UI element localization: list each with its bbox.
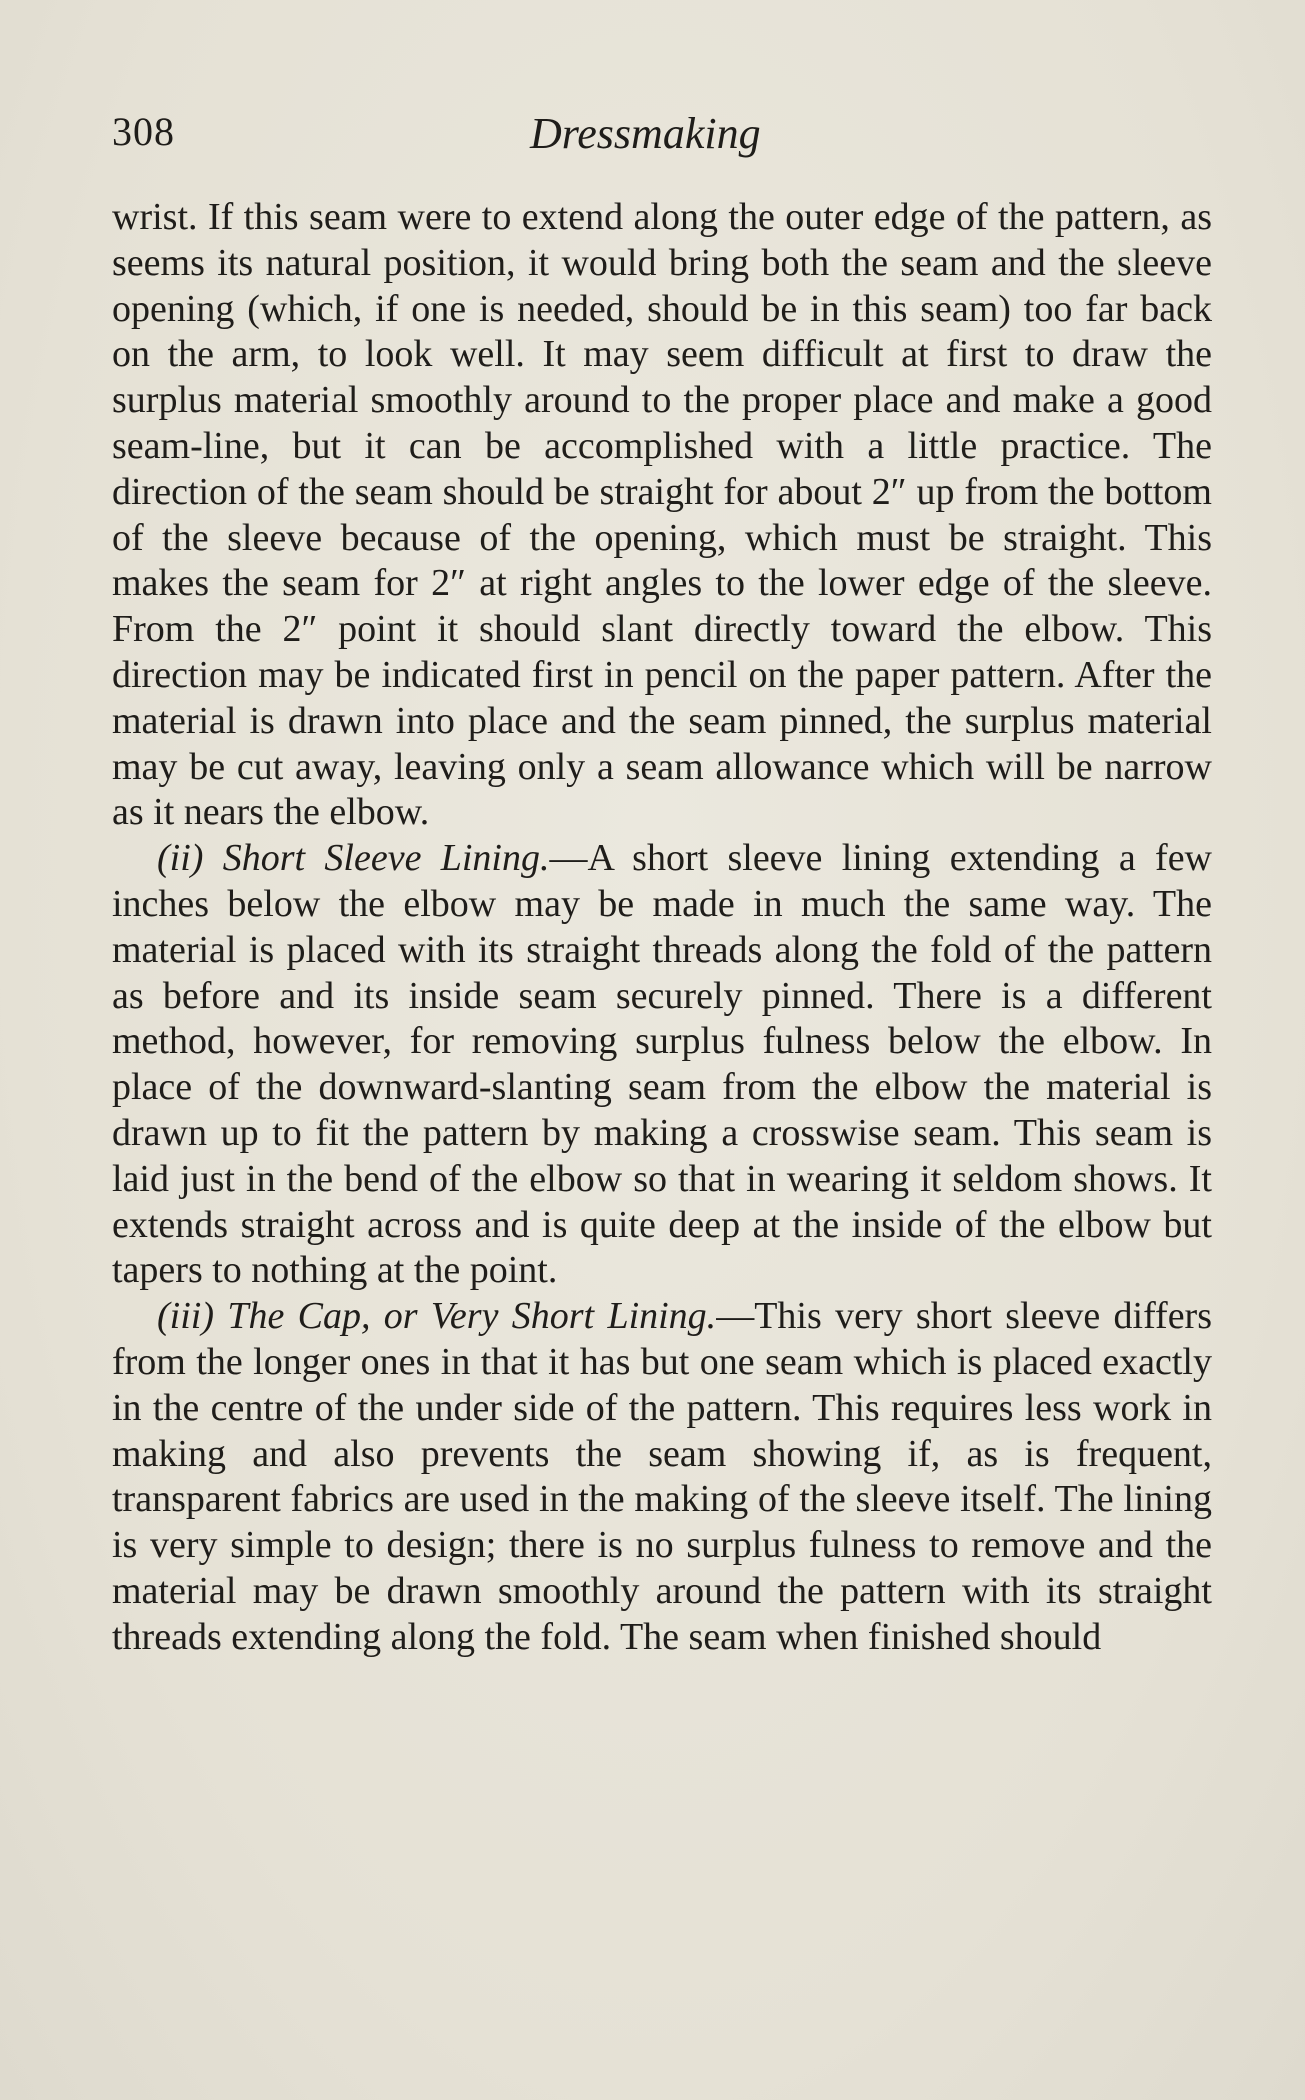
- paragraph-cap-lining: [112, 1294, 1212, 1660]
- running-head: [112, 108, 1212, 164]
- paragraph-text: —This very short sleeve differs from the longer ones in that it has but one seam which is placed exactly in the centre of the under side of the pattern. This requires less work in making and also prevents the seam showing if, as is frequent, transparent fabrics are used in the making of the sleeve itself. The lining is very simple to design; there is no surplus fulness to remove and the material may be drawn smoothly around the pattern with its straight threads extending along the fold. The seam when finished should: [112, 1295, 1212, 1658]
- section-heading: The Cap, or Very Short Lining.: [227, 1295, 717, 1338]
- paragraph-short-sleeve-lining: [112, 836, 1212, 1294]
- paragraph-continuation: [112, 195, 1212, 836]
- running-title: Dressmaking: [530, 109, 761, 158]
- page-number: 308: [112, 109, 175, 154]
- section-number: (ii): [157, 837, 204, 880]
- section-heading: Short Sleeve Lining.: [222, 837, 550, 880]
- section-number: (iii): [157, 1295, 214, 1338]
- paragraph-text: —A short sleeve lining extending a few inches below the elbow may be made in much the same way. The material is placed with its straight threads along the fold of the pattern as before and its inside seam securely pinned. There is a different method, however, for removing surplus fulness below the elbow. In place of the downward-slanting seam from the elbow the material is drawn up to fit the pattern by making a crosswise seam. This seam is laid just in the bend of the elbow so that in wearing it seldom shows. It extends straight across and is quite deep at the inside of the elbow but tapers to nothing at the point.: [112, 837, 1213, 1292]
- paragraph-text: wrist. If this seam were to extend along the outer edge of the pattern, as seems its natural position, it would bring both the seam and the sleeve opening (which, if one is needed, should be in this seam) too far back on the arm, to look well. It may seem difficult at first to draw the surplus material smoothly around to the proper place and make a good seam-line, but it can be accomplished with a little practice. The direction of the seam should be straight for about 2″ up from the bottom of the sleeve because of the opening, which must be straight. This makes the seam for 2″ at right angles to the lower edge of the sleeve. From the 2″ point it should slant directly toward the elbow. This direction may be indicated first in pencil on the paper pattern. After the material is drawn into place and the seam pinned, the surplus material may be cut away, leaving only a seam allowance which will be narrow as it nears the elbow.: [112, 196, 1212, 834]
- body-text: [112, 195, 1212, 1661]
